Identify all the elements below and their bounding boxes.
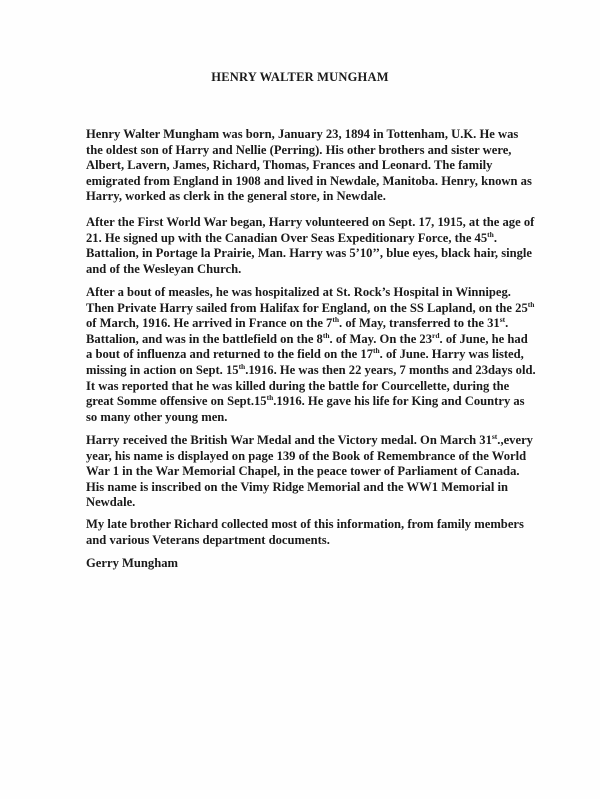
paragraph-memorial — [86, 433, 532, 511]
author-signature: Gerry Mungham — [86, 556, 178, 570]
text-line: War 1 in the War Memorial Chapel, in the peace tower of Parliament of Canada. — [86, 464, 520, 479]
text-line: My late brother Richard collected most of this information, from family members — [86, 517, 524, 531]
text-line: a bout of influenza and returned to the field on the 17th. of June. Harry was listed, — [86, 346, 524, 362]
paragraph-enlistment — [86, 215, 535, 277]
text-line: Harry received the British War Medal and the Victory medal. On March 31st.,every — [86, 431, 533, 447]
text-line: Battalion, in Portage la Prairie, Man. Harry was 5’10’’, blue eyes, black hair, single — [86, 246, 532, 261]
paragraph-birth — [86, 127, 532, 205]
text-line: Harry, worked as clerk in the general store, in Newdale. — [86, 189, 386, 204]
paragraph-sources — [86, 517, 532, 548]
paragraph-service — [86, 285, 536, 425]
text-line: Albert, Lavern, James, Richard, Thomas, Frances and Leonard. The family — [86, 158, 493, 173]
text-line: and of the Wesleyan Church. — [86, 261, 242, 276]
text-line: missing in action on Sept. 15th.1916. He was then 22 years, 7 months and 23days old. — [86, 361, 536, 377]
text-line: so many other young men. — [86, 409, 228, 424]
text-line: Newdale. — [86, 495, 136, 510]
text-line: emigrated from England in 1908 and lived in Newdale, Manitoba. Henry, known as — [86, 173, 532, 188]
text-line: Henry Walter Mungham was born, January 23, 1894 in Tottenham, U.K. He was — [86, 127, 519, 141]
text-line: After the First World War began, Harry volunteered on Sept. 17, 1915, at the age of — [86, 215, 535, 229]
text-line: Then Private Harry sailed from Halifax for England, on the SS Lapland, on the 25th — [86, 299, 535, 315]
text-line: It was reported that he was killed during the battle for Courcellette, during the — [86, 378, 510, 393]
document-title: HENRY WALTER MUNGHAM — [211, 70, 389, 84]
text-line: year, his name is displayed on page 139 of the Book of Remembrance of the World — [86, 448, 527, 463]
text-line: After a bout of measles, he was hospitalized at St. Rock’s Hospital in Winnipeg. — [86, 285, 511, 299]
text-line: of March, 1916. He arrived in France on the 7th. of May, transferred to the 31st. — [86, 315, 509, 331]
text-line: the oldest son of Harry and Nellie (Perring). His other brothers and sister were, — [86, 142, 512, 157]
text-line: 21. He signed up with the Canadian Over Seas Expeditionary Force, the 45th. — [86, 229, 497, 245]
text-line: great Somme offensive on Sept.15th.1916. He gave his life for King and Country as — [86, 392, 525, 409]
text-line: His name is inscribed on the Vimy Ridge Memorial and the WW1 Memorial in — [86, 479, 508, 494]
text-line: Battalion, and was in the battlefield on the 8th. of May. On the 23rd. of June, he had — [86, 330, 528, 346]
text-line: and various Veterans department documents. — [86, 532, 330, 547]
